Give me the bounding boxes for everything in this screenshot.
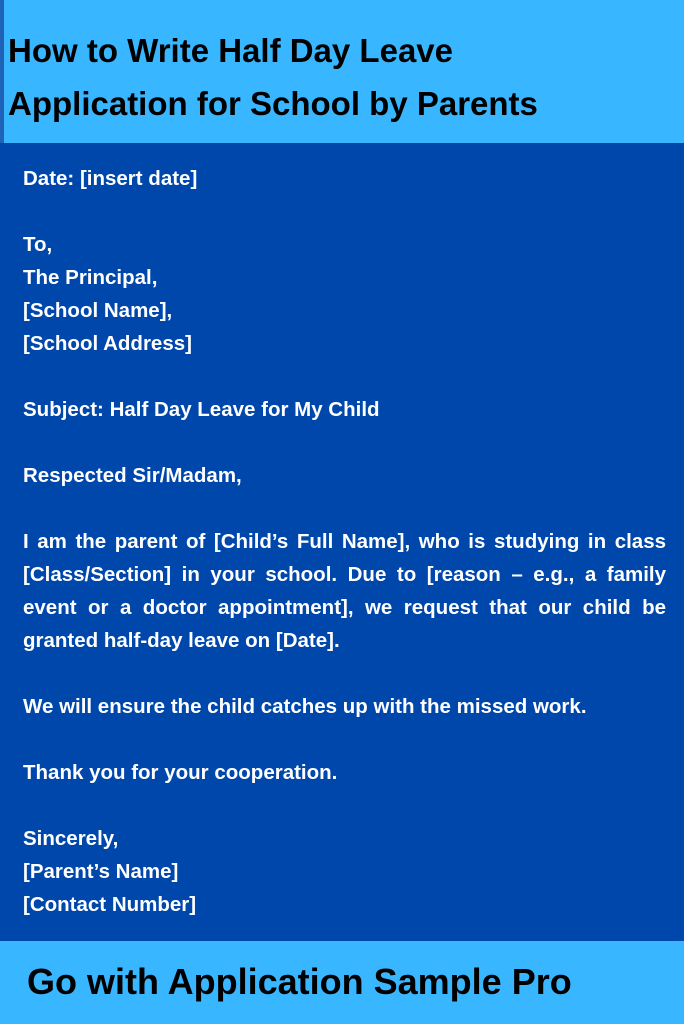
letter-to: To, — [23, 233, 53, 256]
spacer — [23, 723, 666, 756]
letter-subject: Subject: Half Day Leave for My Child — [23, 398, 380, 421]
footer-brand-text: Go with Application Sample Pro — [27, 961, 572, 1002]
letter-paragraph-1: I am the parent of [Child’s Full Name], who is studying in class [Class/Section] in your school. Due to [reason – e.g., a family event or a doctor appointment], we request that our child be granted half-day leave on [Date]. — [23, 530, 666, 652]
letter-closing: Sincerely, — [23, 827, 119, 850]
letter-body — [23, 162, 666, 921]
title-line-1: How to Write Half Day Leave — [8, 32, 454, 69]
spacer — [23, 426, 666, 459]
spacer — [23, 360, 666, 393]
title-line-2: Application for School by Parents — [8, 85, 538, 122]
letter-paragraph-2: We will ensure the child catches up with the missed work. — [23, 695, 587, 718]
spacer — [23, 195, 666, 228]
spacer — [23, 657, 666, 690]
letter-contact-number: [Contact Number] — [23, 893, 197, 916]
spacer — [23, 492, 666, 525]
letter-recipient: The Principal, — [23, 266, 158, 289]
page-title — [8, 24, 668, 130]
title-banner — [0, 0, 684, 143]
footer-banner — [0, 941, 684, 1024]
letter-school-address: [School Address] — [23, 332, 192, 355]
spacer — [23, 789, 666, 822]
letter-parent-name: [Parent’s Name] — [23, 860, 179, 883]
letter-date: Date: [insert date] — [23, 167, 198, 190]
letter-salutation: Respected Sir/Madam, — [23, 464, 242, 487]
letter-school-name: [School Name], — [23, 299, 173, 322]
letter-thanks: Thank you for your cooperation. — [23, 761, 338, 784]
